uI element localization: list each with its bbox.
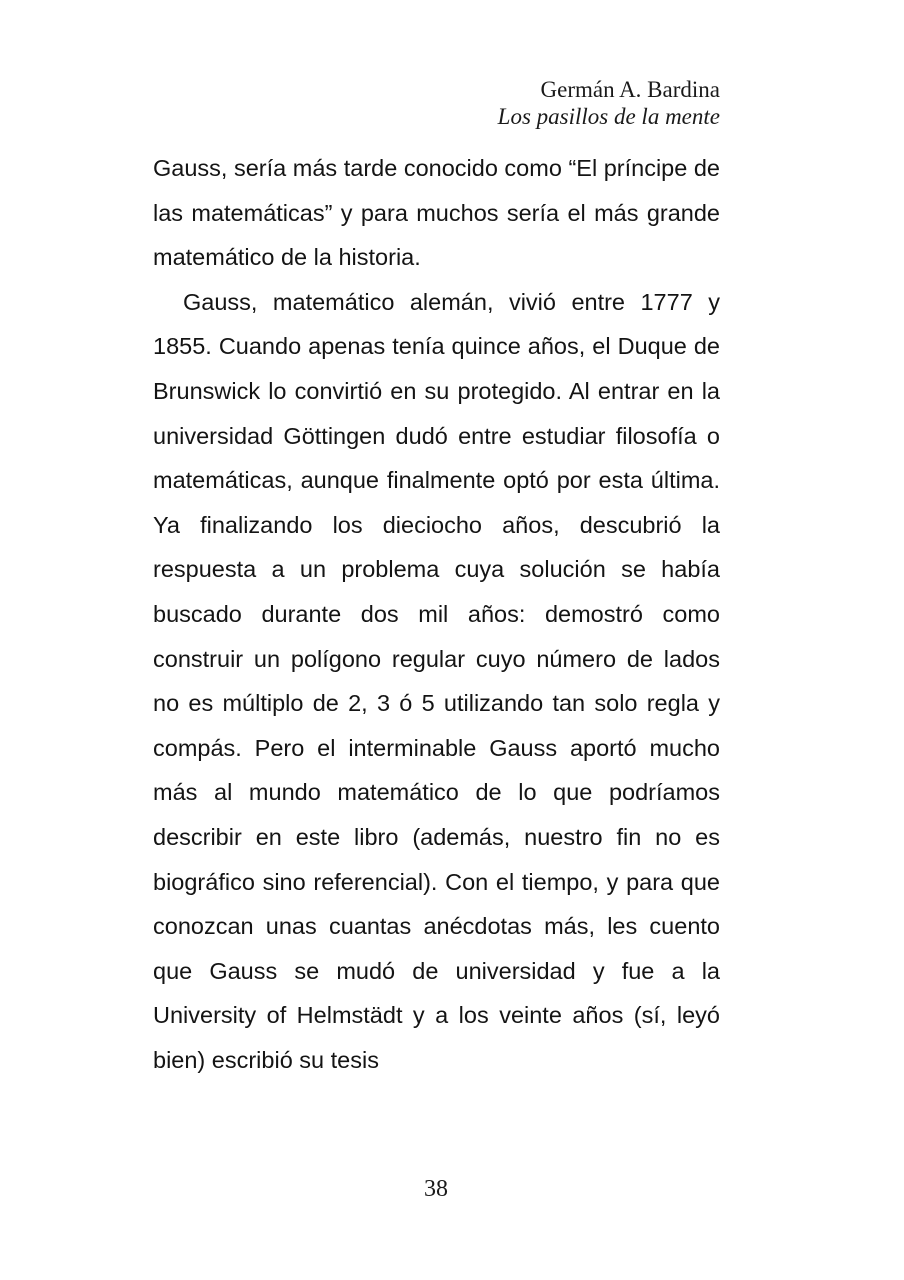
- running-header: [498, 76, 720, 130]
- page-number: 38: [424, 1176, 448, 1202]
- book-title: Los pasillos de la mente: [497, 104, 720, 129]
- author-name: Germán A. Bardina: [540, 77, 720, 102]
- paragraph-2: Gauss, matemático alemán, vivió entre 1777 y 1855. Cuando apenas tenía quince años, el Duque de Brunswick lo convirtió en su protegido. Al entrar en la universidad Göttingen dudó entre estudiar filosofía o matemáticas, aunque finalmente optó por esta última. Ya finalizando los dieciocho años, descubrió la respuesta a un problema cuya solución se había buscado durante dos mil años: demostró como construir un polígono regular cuyo número de lados no es múltiplo de 2, 3 ó 5 utilizando tan solo regla y compás. Pero el interminable Gauss aportó mucho más al mundo matemático de lo que podríamos describir en este libro (además, nuestro fin no es biográfico sino referencial). Con el tiempo, y para que conozcan unas cuantas anécdotas más, les cuento que Gauss se mudó de universidad y fue a la University of Helmstädt y a los veinte años (sí, leyó bien) escribió su tesis: [153, 288, 720, 1073]
- body-text: [153, 146, 720, 1082]
- paragraph-1: Gauss, sería más tarde conocido como “El príncipe de las matemáticas” y para muchos sería el más grande matemático de la historia.: [153, 155, 720, 271]
